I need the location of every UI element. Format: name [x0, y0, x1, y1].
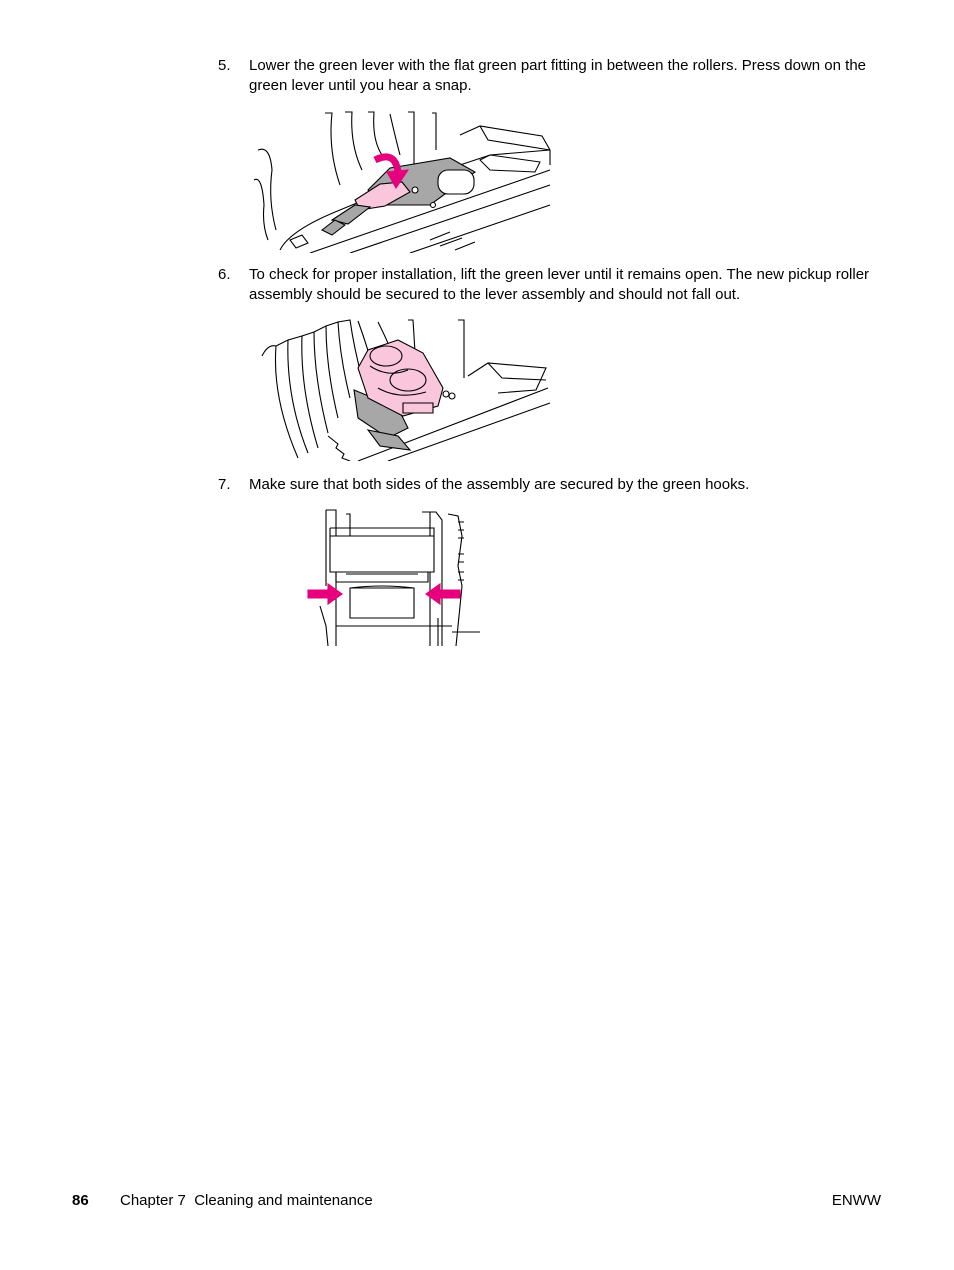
- page-number: 86: [72, 1192, 89, 1209]
- step-text: Make sure that both sides of the assembly are secured by the green hooks.: [249, 476, 750, 493]
- step-text: Lower the green lever with the flat green part fitting in between the rollers. Press down on the green lever until you hear a snap.: [249, 57, 867, 94]
- footer-right-label: ENWW: [831, 1192, 881, 1209]
- step-number: 6.: [218, 266, 231, 283]
- step-6: [218, 265, 888, 305]
- step-text: To check for proper installation, lift the green lever until it remains open. The new pickup roller assembly should be secured to the lever assembly and should not fall out.: [249, 266, 870, 303]
- lift-lever-illustration: [258, 318, 552, 461]
- step-number: 5.: [218, 57, 231, 74]
- lower-lever-illustration: [250, 110, 555, 253]
- step-5: [218, 56, 888, 96]
- step-number: 7.: [218, 476, 231, 493]
- green-hooks-illustration: [302, 506, 482, 651]
- chapter-title: Chapter 7 Cleaning and maintenance: [120, 1192, 373, 1209]
- step-7: [218, 475, 888, 495]
